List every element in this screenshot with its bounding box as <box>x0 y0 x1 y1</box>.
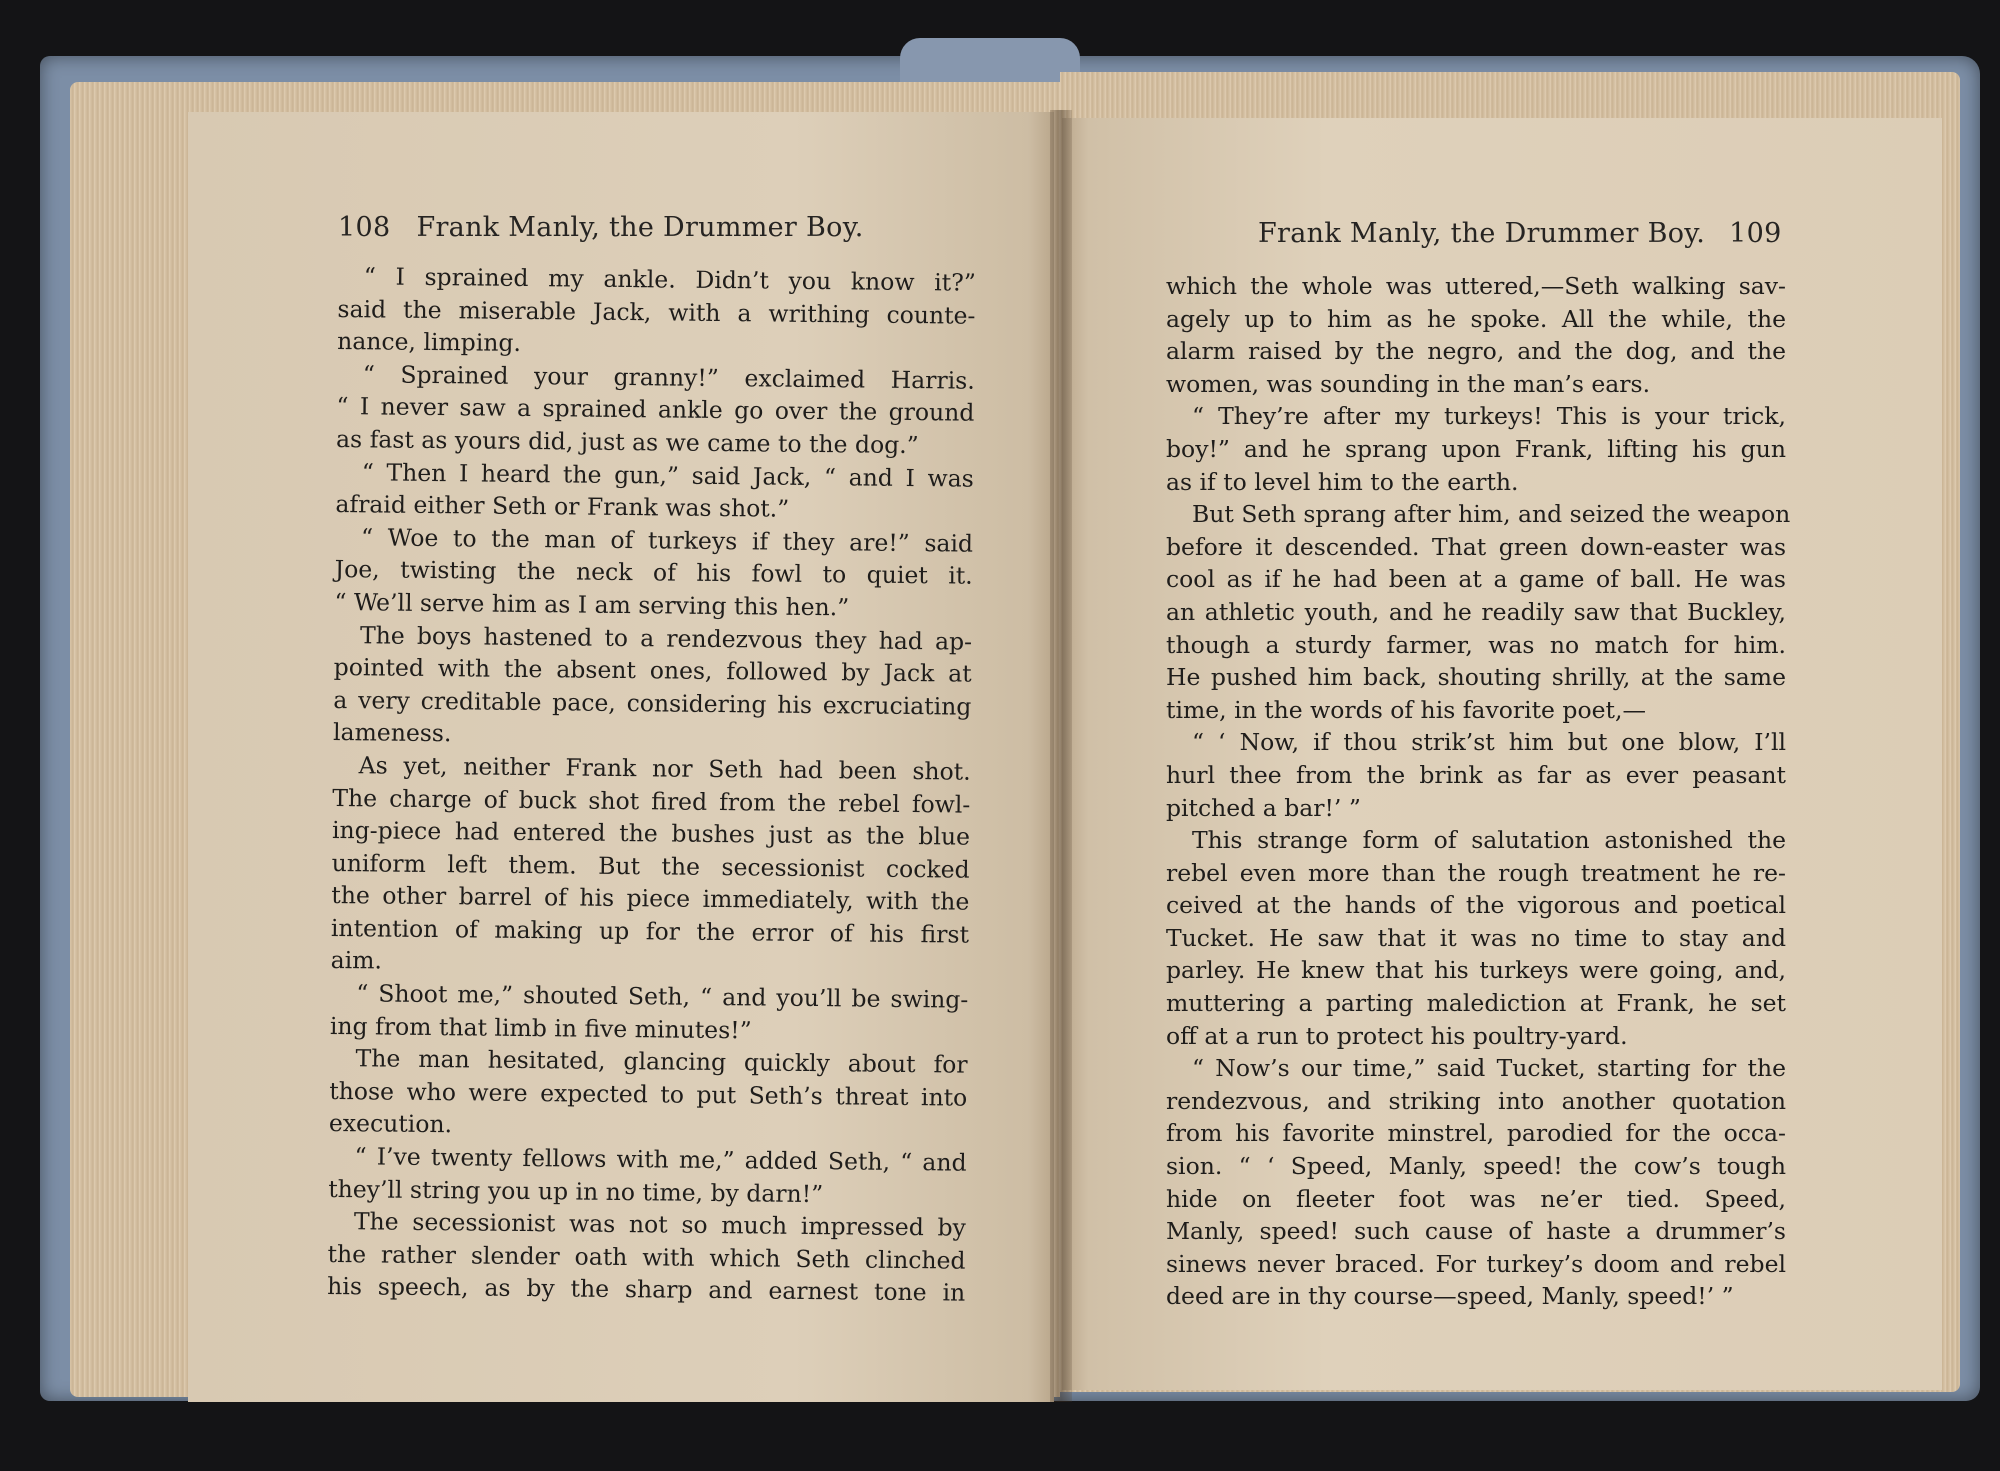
text-line: lameness. <box>332 718 452 748</box>
left-page <box>188 112 1054 1402</box>
left-page-text <box>327 260 976 1310</box>
text-line: they’ll string you up in no time, by darn!” <box>328 1174 824 1208</box>
text-line: Joe, twisting the neck of his fowl to quiet it. <box>334 555 973 591</box>
text-line: which the whole was uttered,—Seth walking sav- <box>1166 272 1786 300</box>
book-gutter <box>1050 110 1072 1402</box>
text-line: sinews never braced. For turkey’s doom and rebel <box>1166 1249 1786 1278</box>
left-page-number: 108 <box>338 212 391 243</box>
text-line: nance, limping. <box>337 327 522 358</box>
text-line: execution. <box>328 1109 453 1139</box>
text-line: sion. “ ‘ Speed, Manly, speed! the cow’s tough <box>1166 1152 1786 1181</box>
text-line: aim. <box>330 946 383 975</box>
text-line: Tucket. He saw that it was no time to stay and <box>1166 923 1786 952</box>
text-line: “ I never saw a sprained ankle go over the ground <box>336 392 975 428</box>
text-line: said the miserable Jack, with a writhing counte- <box>337 294 976 330</box>
text-line: agely up to him as he spoke. All the while, the <box>1166 304 1786 333</box>
text-line: ing-piece had entered the bushes just as the blue <box>331 816 971 851</box>
right-page-number: 109 <box>1729 218 1782 249</box>
right-running-head <box>1258 218 1782 249</box>
text-line: time, in the words of his favorite poet,— <box>1166 695 1646 724</box>
text-line: This strange form of salutation astonished the <box>1192 826 1786 855</box>
text-line: from his favorite minstrel, parodied for the occa- <box>1166 1119 1786 1148</box>
text-line: before it descended. That green down-easter was <box>1166 532 1786 561</box>
text-line: “ Then I heard the gun,” said Jack, “ and I was <box>361 457 974 493</box>
text-line: As yet, neither Frank nor Seth had been shot. <box>358 751 971 786</box>
text-line: hide on fleeter foot was ne’er tied. Speed, <box>1166 1184 1786 1213</box>
text-line: the other barrel of his piece immediately, with the <box>331 881 970 916</box>
text-line: “ I’ve twenty fellows with me,” added Seth, “ and <box>354 1142 967 1177</box>
right-page <box>1062 118 1942 1390</box>
text-line: The man hesitated, glancing quickly about for <box>355 1044 968 1079</box>
text-line: pitched a bar!’ ” <box>1166 793 1361 822</box>
text-line: an athletic youth, and he readily saw that Buckley, <box>1166 597 1786 626</box>
text-line: alarm raised by the negro, and the dog, and the <box>1166 337 1786 366</box>
text-line: Manly, speed! such cause of haste a drummer’s <box>1166 1217 1786 1246</box>
right-running-title: Frank Manly, the Drummer Boy. <box>1258 218 1706 249</box>
text-line: “ They’re after my turkeys! This is your trick, <box>1192 402 1786 431</box>
text-line: ing from that limb in five minutes!” <box>329 1011 752 1045</box>
text-line: He pushed him back, shouting shrilly, at the same <box>1166 663 1786 692</box>
text-line: “ I sprained my ankle. Didn’t you know it?” <box>363 262 976 297</box>
text-line: “ We’ll serve him as I am serving this hen.” <box>334 587 850 622</box>
text-line: rendezvous, and striking into another quotation <box>1166 1086 1786 1115</box>
text-line: “ Now’s our time,” said Tucket, starting for the <box>1192 1054 1786 1083</box>
left-running-head <box>338 212 864 243</box>
text-line: “ Woe to the man of turkeys if they are!” said <box>360 523 974 558</box>
text-line: a very creditable pace, considering his excruciating <box>333 685 972 721</box>
text-line: afraid either Seth or Frank was shot.” <box>335 490 790 523</box>
text-line: parley. He knew that his turkeys were going, and, <box>1166 956 1786 985</box>
text-line: uniform left them. But the secessionist cocked <box>331 848 970 884</box>
text-line: “ Shoot me,” shouted Seth, “ and you’ll be swing- <box>356 979 969 1014</box>
text-line: “ ‘ Now, if thou strik’st him but one blow, I’ll <box>1192 728 1786 757</box>
right-page-text <box>1166 270 1791 1313</box>
text-line: intention of making up for the error of his first <box>330 913 970 949</box>
text-line: But Seth sprang after him, and seized the weapon <box>1192 500 1791 529</box>
left-running-title: Frank Manly, the Drummer Boy. <box>416 212 864 243</box>
text-line: cool as if he had been at a game of ball. He was <box>1166 565 1786 594</box>
text-line: women, was sounding in the man’s ears. <box>1166 369 1651 398</box>
text-line: The secessionist was not so much impressed by <box>353 1207 967 1242</box>
text-line: though a sturdy farmer, was no match for him. <box>1166 630 1786 659</box>
text-line: hurl thee from the brink as far as ever peasant <box>1166 760 1786 789</box>
text-line: as if to level him to the earth. <box>1166 467 1519 496</box>
text-line: muttering a parting malediction at Frank, he set <box>1166 989 1786 1018</box>
text-line: boy!” and he sprang upon Frank, lifting his gun <box>1166 434 1786 463</box>
text-line: off at a run to protect his poultry-yard. <box>1166 1021 1628 1050</box>
text-line: The charge of buck shot fired from the rebel fowl- <box>332 783 971 819</box>
text-line: “ Sprained your granny!” exclaimed Harris. <box>362 360 975 395</box>
text-line: those who were expected to put Seth’s threat into <box>329 1076 968 1112</box>
text-line: as fast as yours did, just as we came to the dog.” <box>335 424 919 460</box>
text-line: The boys hastened to a rendezvous they had ap- <box>359 620 973 656</box>
text-line: deed are in thy course—speed, Manly, speed!’ ” <box>1166 1282 1734 1311</box>
text-line: the rather slender oath with which Seth clinched <box>327 1239 966 1275</box>
text-line: pointed with the absent ones, followed by Jack at <box>333 653 972 688</box>
text-line: ceived at the hands of the vigorous and poetical <box>1166 891 1786 920</box>
text-line: rebel even more than the rough treatment he re- <box>1166 858 1786 887</box>
text-line: his speech, as by the sharp and earnest tone in <box>327 1272 966 1308</box>
